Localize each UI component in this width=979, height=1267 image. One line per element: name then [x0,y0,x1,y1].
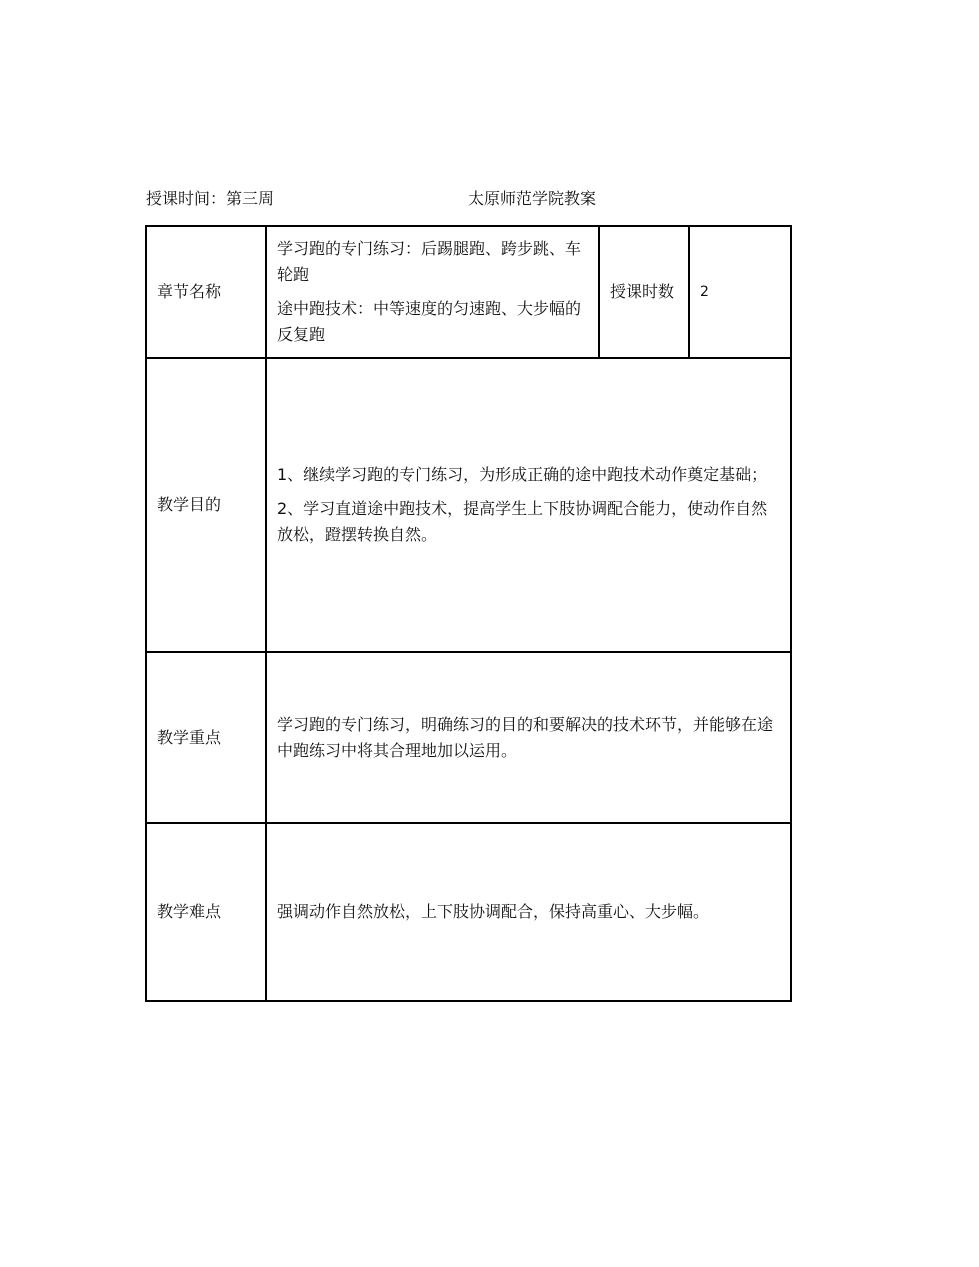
difficulties-row [146,823,791,1001]
hours-value: 2 [689,226,791,358]
key-points-content [266,652,791,823]
teaching-time: 授课时间：第三周 [146,189,275,208]
chapter-content [266,226,599,358]
page-header [146,186,806,212]
document-title: 太原师范学院教案 [468,189,597,208]
difficulties-content [266,823,791,1001]
goals-label: 教学目的 [146,358,266,652]
lesson-plan-table [145,225,792,1002]
difficulties-label: 教学难点 [146,823,266,1001]
chapter-row [146,226,791,358]
key-points-row [146,652,791,823]
hours-label: 授课时数 [599,226,689,358]
chapter-line: 学习跑的专门练习：后踢腿跑、跨步跳、车轮跑 [277,239,582,284]
key-points-text: 学习跑的专门练习，明确练习的目的和要解决的技术环节，并能够在途中跑练习中将其合理地加以运用。 [277,714,774,760]
key-points-label: 教学重点 [146,652,266,823]
chapter-label: 章节名称 [146,226,266,358]
goal-item: 2、学习直道途中跑技术，提高学生上下肢协调配合能力，使动作自然放松，蹬摆转换自然。 [277,499,768,544]
chapter-line: 途中跑技术：中等速度的匀速跑、大步幅的反复跑 [277,299,582,344]
goals-row [146,358,791,652]
goal-item: 1、继续学习跑的专门练习，为形成正确的途中跑技术动作奠定基础； [277,465,768,484]
difficulties-text: 强调动作自然放松，上下肢协调配合，保持高重心、大步幅。 [277,902,710,921]
goals-content [266,358,791,652]
